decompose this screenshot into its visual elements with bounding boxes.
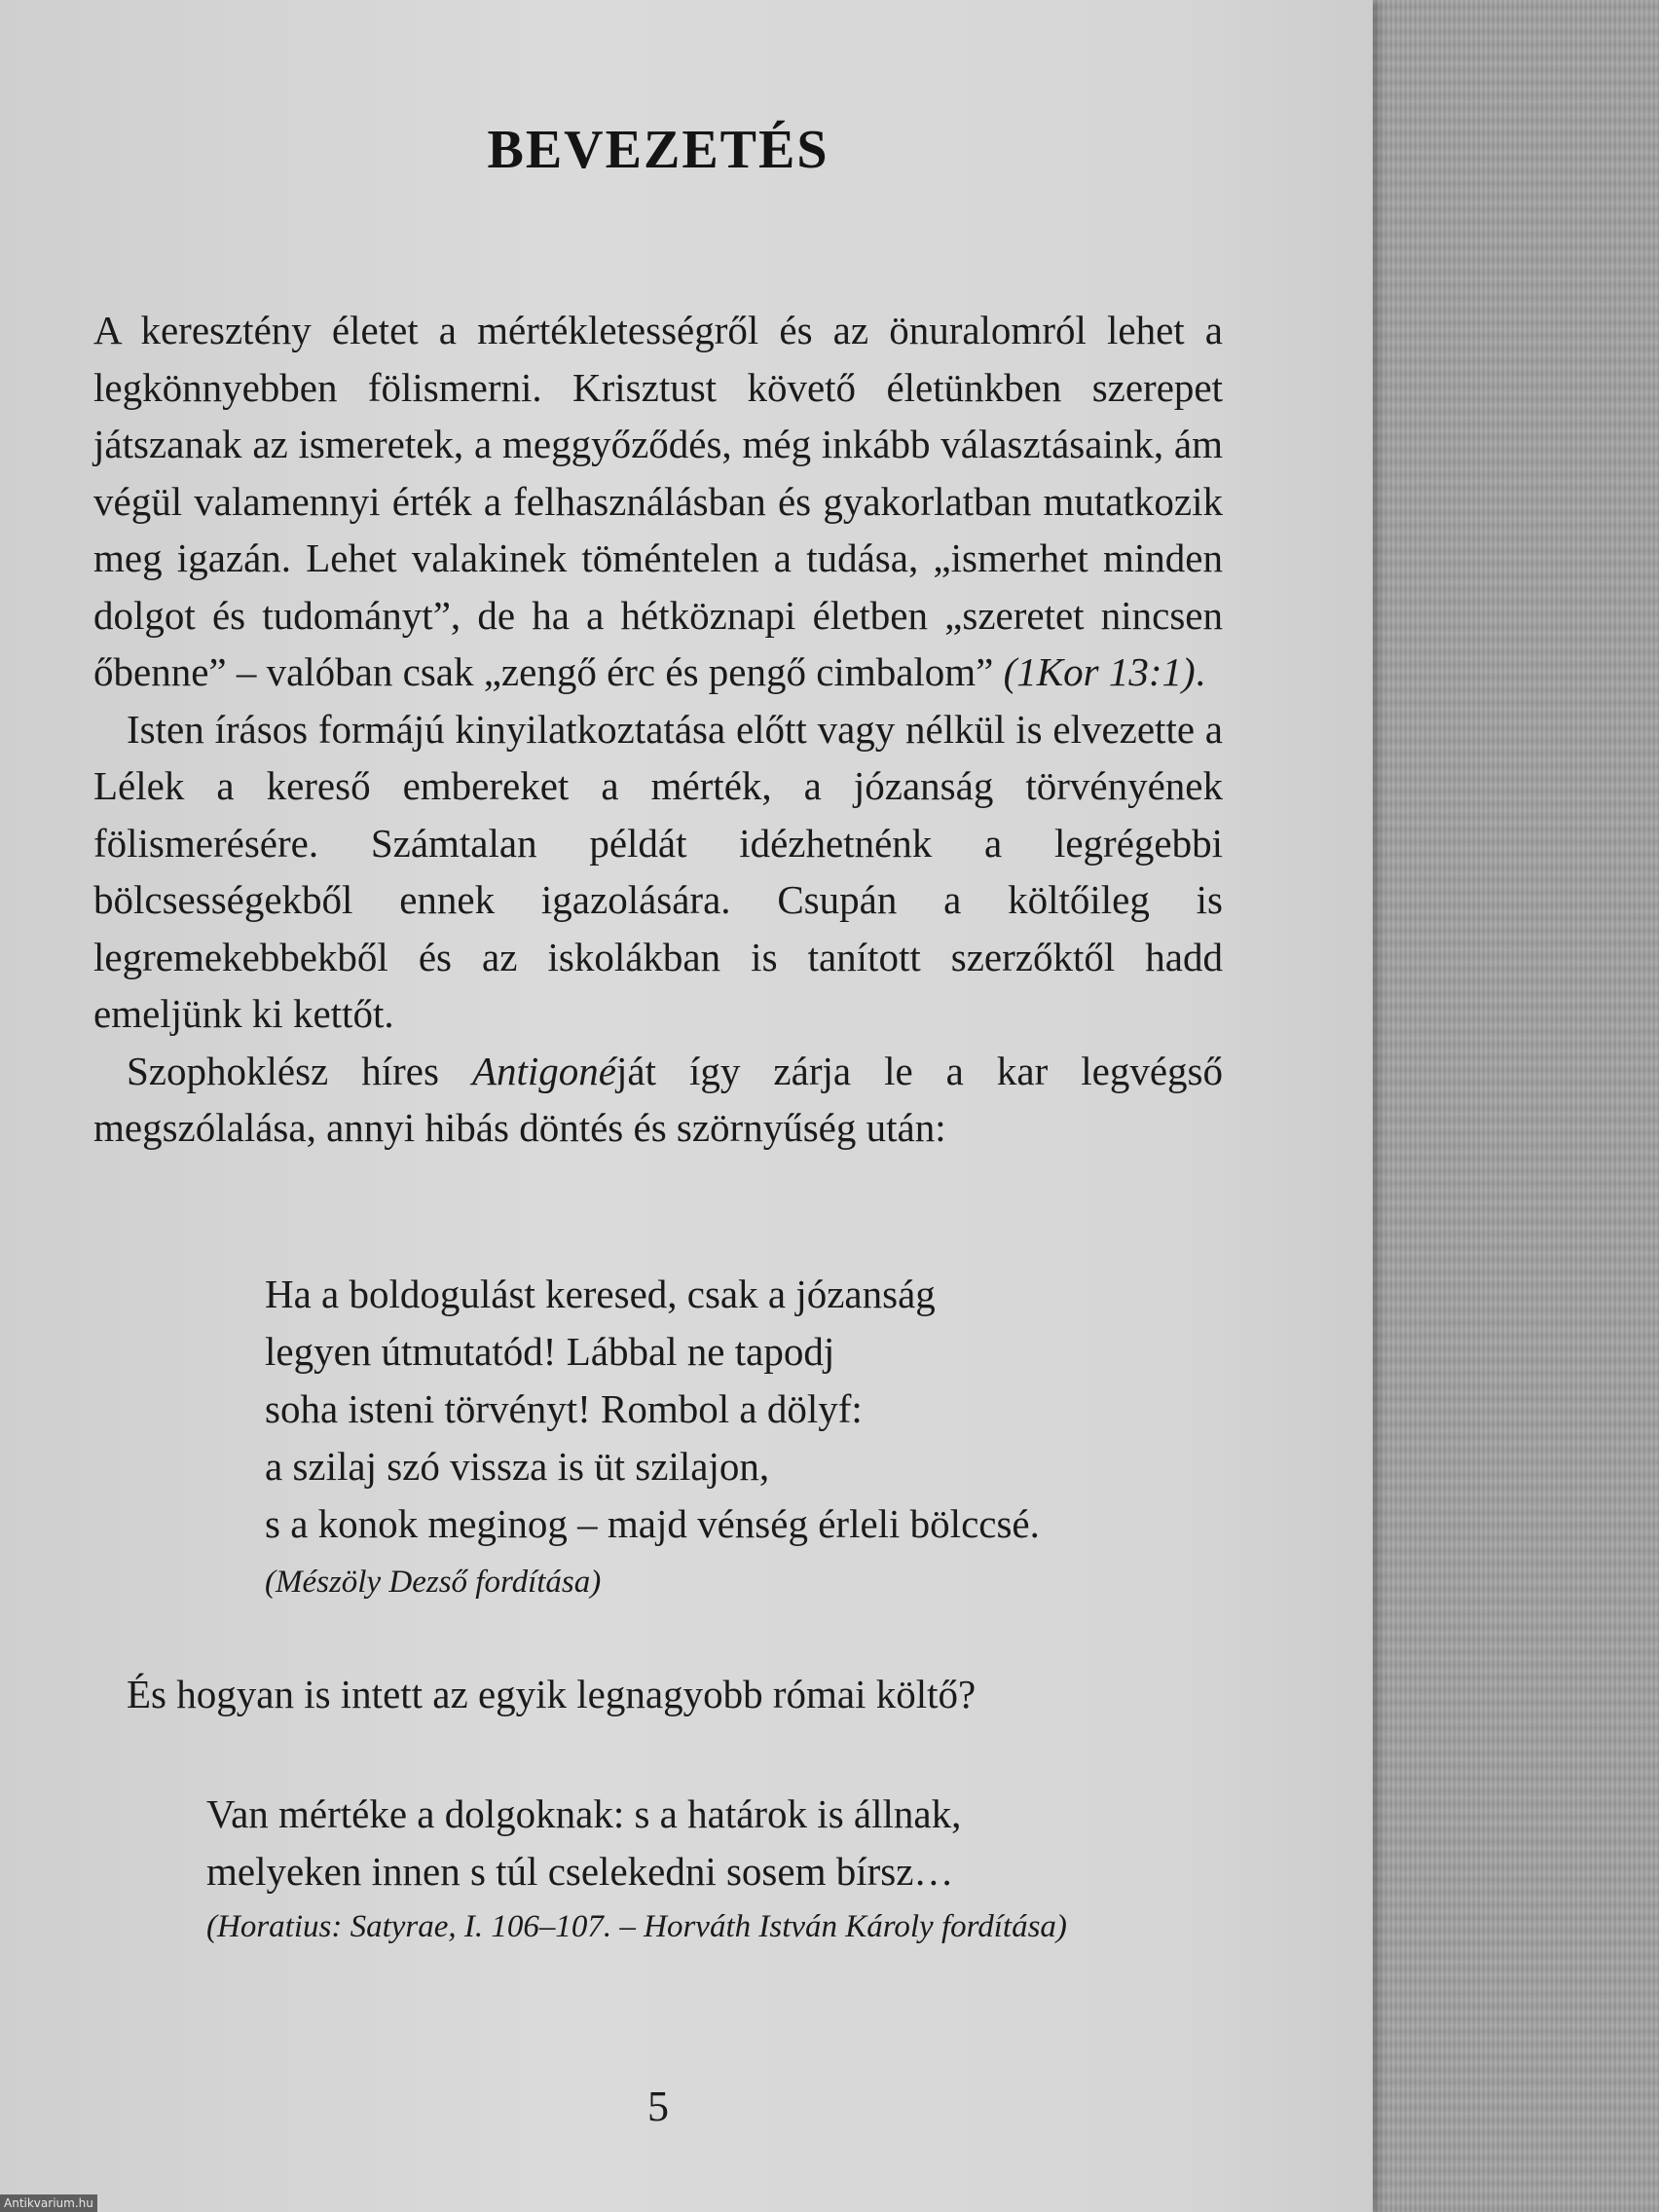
work-title: Antigoné: [471, 1048, 617, 1093]
translation-credit-2: (Horatius: Satyrae, I. 106–107. – Horváth István Károly fordítása): [206, 1909, 1067, 1944]
poem-quote-2: [206, 1786, 961, 1900]
paragraph-3-start: Szophoklész híres: [127, 1048, 472, 1093]
translation-credit-1: (Mészöly Dezső fordítása): [265, 1565, 602, 1600]
body-text: [93, 302, 1223, 1157]
poem-line: soha isteni törvényt! Rombol a dölyf:: [265, 1386, 863, 1431]
paragraph-3-rest: ját így zárja le a kar legvégső megszólalása, annyi hibás döntés és szörnyűség után:: [93, 1048, 1223, 1150]
watermark: Antikvarium.hu: [0, 2194, 97, 2212]
page-number: 5: [647, 2083, 669, 2130]
poem-line: a szilaj szó vissza is üt szilajon,: [265, 1444, 770, 1489]
poem-quote-1: [265, 1266, 1040, 1553]
chapter-heading: BEVEZETÉS: [487, 120, 830, 180]
poem-line: Ha a boldogulást keresed, csak a józanság: [265, 1272, 936, 1316]
bible-reference: (1Kor 13:1): [1003, 649, 1196, 694]
poem-line: melyeken innen s túl cselekedni sosem bírsz…: [206, 1849, 954, 1894]
paragraph-1-text: A keresztény életet a mértékletességről és az önuralomról lehet a legkönnyebben fölismerni. Krisztust követő életünkben szerepet játszanak az ismeretek, a meggyőződés, még inkább választásaink, ám végül valamennyi érték a felhasználásban és gyakorlatban mutatkozik meg igazán. Lehet valakinek töméntelen a tudása, „ismerhet minden dolgot és tudományt”, de ha a hétköznapi életben „szeretet nincsen őbenne” – valóban csak „zengő érc és pengő cimbalom”: [93, 308, 1223, 694]
paragraph-1-end: .: [1195, 649, 1205, 694]
paragraph-1: [93, 302, 1223, 701]
paragraph-2: Isten írásos formájú kinyilatkoztatása előtt vagy nélkül is elvezette a Lélek a kereső embereket a mérték, a józanság törvényének fölismerésére. Számtalan példát idézhetnénk a legrégebbi bölcsességekből ennek igazolására. Csupán a költőileg is legremekebbekből és az iskolákban is tanított szerzőktől hadd emeljünk ki kettőt.: [93, 706, 1223, 1036]
poem-line: legyen útmutatód! Lábbal ne tapodj: [265, 1329, 835, 1374]
paragraph-3: [93, 1043, 1223, 1157]
poem-line: s a konok meginog – majd vénség érleli bölccsé.: [265, 1501, 1040, 1546]
question-line: És hogyan is intett az egyik legnagyobb római költő?: [127, 1672, 977, 1716]
background-surface: [1373, 0, 1659, 2212]
poem-line: Van mértéke a dolgoknak: s a határok is állnak,: [206, 1791, 962, 1836]
